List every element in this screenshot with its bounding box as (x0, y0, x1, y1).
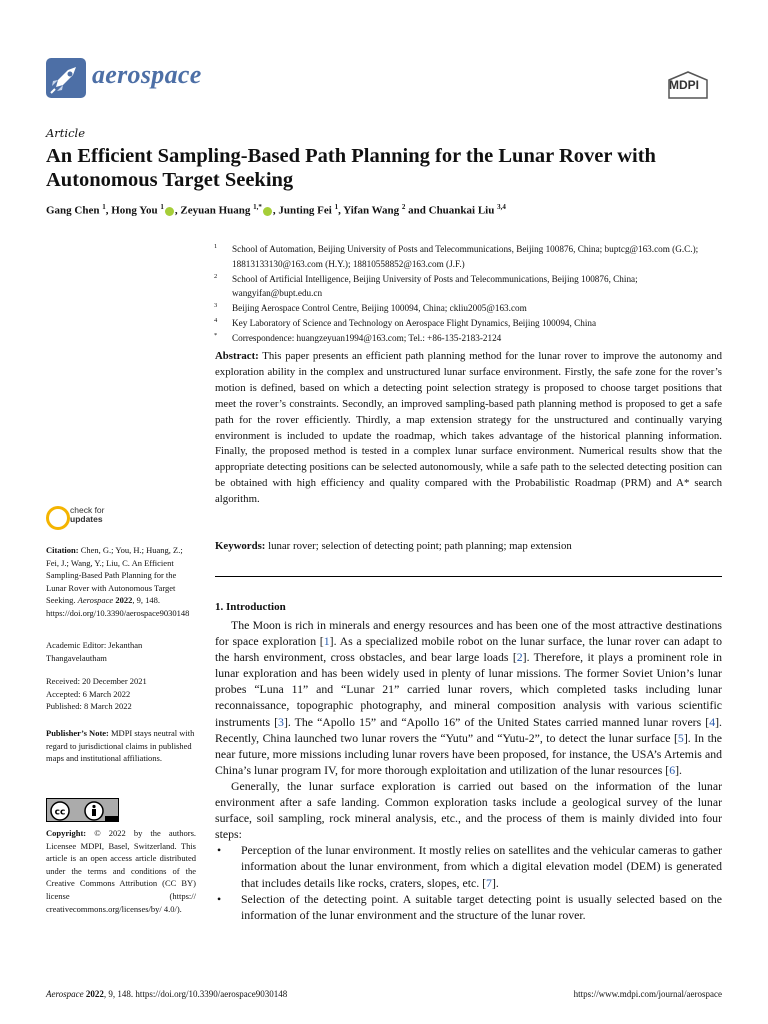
paragraph (215, 617, 722, 778)
publisher-name: MDPI (669, 78, 699, 92)
citation-link[interactable]: 6 (669, 762, 676, 777)
citation-link[interactable]: 3 (278, 714, 284, 729)
author-name[interactable]: Zeyuan Huang (180, 204, 251, 217)
text-run: ]. (491, 875, 499, 890)
note-text: MDPI stays neutral with regard to jurisdictional claims in published maps and institutional affiliations. (46, 728, 195, 764)
affiliation-text: Beijing Aerospace Control Centre, Beijing 100094, China; ckliu2005@163.com (232, 303, 527, 314)
author-affil-sup: 1 (160, 203, 164, 211)
check-updates-icon[interactable] (46, 506, 70, 530)
affiliation-number: * (214, 331, 218, 339)
affiliation-number: 3 (214, 302, 218, 310)
citation-doi[interactable]: , 9, 148. https://doi.org/10.3390/aerospace9030148 (46, 595, 190, 618)
section-heading: 1. Introduction (215, 601, 286, 613)
footer-year: 2022 (85, 989, 104, 999)
citation-text: Chen, G.; You, H.; Huang, Z.; Fei, J.; Wang, Y.; Liu, C. An Efficient Sampling-Based Path Planning for the Lunar Rover with Autonomous Target Seeking. (46, 545, 183, 606)
footer-doi[interactable]: , 9, 148. https://doi.org/10.3390/aerospace9030148 (103, 989, 288, 999)
body-text (215, 617, 722, 923)
received-date: Received: 20 December 2021 (46, 676, 147, 686)
publishers-note (46, 727, 196, 765)
text-run: ]. (675, 762, 682, 777)
affiliation (210, 242, 730, 272)
text-run: ]. As a specialized mobile robot on the lunar surface, the lunar rover can adapt to the harsh environment, cross obstacles, and bear large loads [ (215, 634, 722, 665)
text-run: ]. Therefore, it plays a prominent role in lunar exploration and has been widely used in plenty of lunar missions. The former Soviet Union’s lunar probes “Luna 11” and “Lunar 21” carried lunar rovers, which completed tasks including lunar reconnaissance, topographic photography, and mineral composition analysis with various scientific instruments [ (215, 650, 722, 729)
published-date: Published: 8 March 2022 (46, 701, 132, 712)
rocket-icon (46, 58, 86, 98)
citation-link[interactable]: 2 (516, 650, 523, 665)
keywords-label: Keywords: (215, 540, 266, 552)
article-type: Article (46, 126, 86, 140)
text-run: ]. Recently, China launched two lunar rovers the “Yutu” and “Yutu-2”, to detect the lunar surface [ (215, 714, 722, 745)
author-list: Gang Chen $^1$, Hong You $^1$ , Zeyuan Huang $^{1,*}$ , Junting Fei $^1$, Yifan Wang $^2$ and Chuankai Liu $^{3,4}$ (46, 203, 506, 217)
text-run: ]. In the near future, more missions including lunar rovers have been proposed, for instance, the USA’s Artemis and China’s lunar program IV, for more thorough exploitation and utilization of the lunar resources [ (215, 730, 723, 777)
check-updates-button[interactable] (70, 506, 105, 524)
abstract (215, 349, 722, 508)
correspondence (210, 331, 730, 346)
affiliation-number: 4 (214, 316, 218, 324)
author-affil-sup: 1 (102, 203, 106, 211)
author-name[interactable]: Gang Chen (46, 204, 100, 217)
affiliation-text: Key Laboratory of Science and Technology on Aerospace Flight Dynamics, Beijing 100094, China (232, 317, 597, 328)
author-affil-sup: 3,4 (497, 203, 506, 211)
correspondence-text: Correspondence: huangzeyuan1994@163.com; Tel.: +86-135-2183-2124 (232, 332, 502, 343)
note-label: Publisher’s Note: (46, 728, 109, 738)
check-updates-line1: check for (70, 505, 105, 515)
dates-block (46, 675, 196, 713)
text-run: Perception of the lunar environment. It mostly relies on satellites and the vehicular cameras to gather information about the lunar environment, from which a digital elevation model (DEM) is generated that includes details like rocks, craters, slopes, etc. [ (241, 843, 722, 890)
author-name[interactable]: Yifan Wang (343, 204, 400, 217)
list-item: • Selection of the detecting point. A suitable target detecting point is usually selected based on the information of the lunar environment and the structure of the lunar rover. (215, 891, 722, 923)
keywords (215, 540, 722, 552)
affiliations (210, 242, 730, 346)
divider (215, 576, 722, 577)
author-name[interactable]: Junting Fei (278, 204, 332, 217)
affiliation (210, 272, 730, 302)
citation-link[interactable]: 1 (323, 634, 330, 649)
affiliation (210, 301, 730, 316)
orcid-icon[interactable] (165, 207, 174, 216)
orcid-icon[interactable] (263, 207, 272, 216)
copyright-block (46, 827, 196, 915)
affiliation-text: School of Artificial Intelligence, Beijing University of Posts and Telecommunications, Beijing 100876, China; wangyifan@bupt.edu.cn (232, 273, 638, 299)
creative-commons-by-icon[interactable] (46, 798, 119, 822)
text-run: ]. The “Apollo 15” and “Apollo 16” of the United States carried manned lunar rovers [ (283, 714, 710, 729)
copyright-label: Copyright: (46, 828, 87, 838)
abstract-label: Abstract: (215, 350, 259, 362)
footer-journal: Aerospace (46, 989, 84, 999)
footer-journal-url[interactable]: https://www.mdpi.com/journal/aerospace (573, 989, 722, 999)
author-name[interactable]: Chuankai Liu (428, 204, 495, 217)
affiliation-number: 1 (214, 243, 218, 250)
author-affil-sup: 1 (334, 203, 339, 211)
journal-name[interactable]: aerospace (92, 60, 202, 89)
journal-logo-icon (46, 58, 86, 98)
text-run: The Moon is rich in minerals and energy resources and has been one of the most attractive destinations for space exploration [ (215, 618, 722, 649)
citation-journal: Aerospace (77, 595, 114, 606)
accepted-date: Accepted: 6 March 2022 (46, 688, 131, 699)
affiliation-text: School of Automation, Beijing University of Posts and Telecommunications, Beijing 100876, China; buptcg@163.com (G.C.); 18813133130@163.com (H.Y.); 18810558852@163.com (J.F.) (232, 244, 699, 269)
citation-link[interactable]: 7 (486, 875, 492, 890)
citation-year: 2022 (115, 595, 133, 606)
affiliation-number: 2 (214, 272, 218, 280)
affiliation (210, 316, 730, 331)
bullet-list (215, 842, 722, 922)
list-item (215, 842, 722, 890)
keywords-text: lunar rover; selection of detecting point; path planning; map extension (268, 540, 572, 552)
author-affil-sup: 1,* (253, 203, 262, 211)
copyright-text: © 2022 by the authors. Licensee MDPI, Basel, Switzerland. This article is an open access article distributed under the terms and conditions of the Creative Commons Attribution (CC BY) license (https:// creativecommons.org/licenses/by/ 4.0/). (46, 828, 196, 914)
footer-citation (46, 989, 287, 999)
paragraph: Generally, the lunar surface exploration is carried out based on the information of the lunar environment after a safe landing. Common exploration tasks include a geological survey of the lunar surface, soil sampling, rock mineral analysis, etc., and the process of them is mainly divided into four steps: (215, 778, 722, 842)
author-affil-sup: 2 (401, 203, 406, 211)
author-name[interactable]: Hong You (111, 204, 158, 217)
svg-text:cc: cc (54, 807, 66, 818)
abstract-text: This paper presents an efficient path planning method for the lunar rover to improve the autonomy and exploration ability in the complex and unstructured lunar surface environment. Firstly, the safe zone for the rover’s motion is defined, based on which a detecting point selection strategy is proposed to choose target positions that meet the rover’s constraints. Secondly, an improved sampling-based path planning method is proposed to get a safe path for the rover efficiently. Thirdly, a map extension strategy for the unstructured and continually varying environment is included to update the roadmap, which takes advantage of the historical planning information. Finally, the proposed method is tested in a complex lunar surface environment. Numerical results show that the appropriate detecting positions can be selected autonomously, while a safe path to the selected detecting position can be obtained with high efficiency and quality compared with the Probabilistic Roadmap (PRM) and A* search algorithm. (215, 350, 722, 506)
citation-block (46, 544, 196, 620)
citation-label: Citation: (46, 545, 79, 555)
citation-link[interactable]: 5 (677, 730, 684, 745)
article-title: An Efficient Sampling-Based Path Planning for the Lunar Rover with Autonomous Target Seeking (46, 145, 656, 191)
check-updates-line2: updates (70, 514, 103, 524)
academic-editor: Academic Editor: Jekanthan Thangavelautham (46, 640, 143, 663)
citation-link[interactable]: 4 (709, 714, 716, 729)
